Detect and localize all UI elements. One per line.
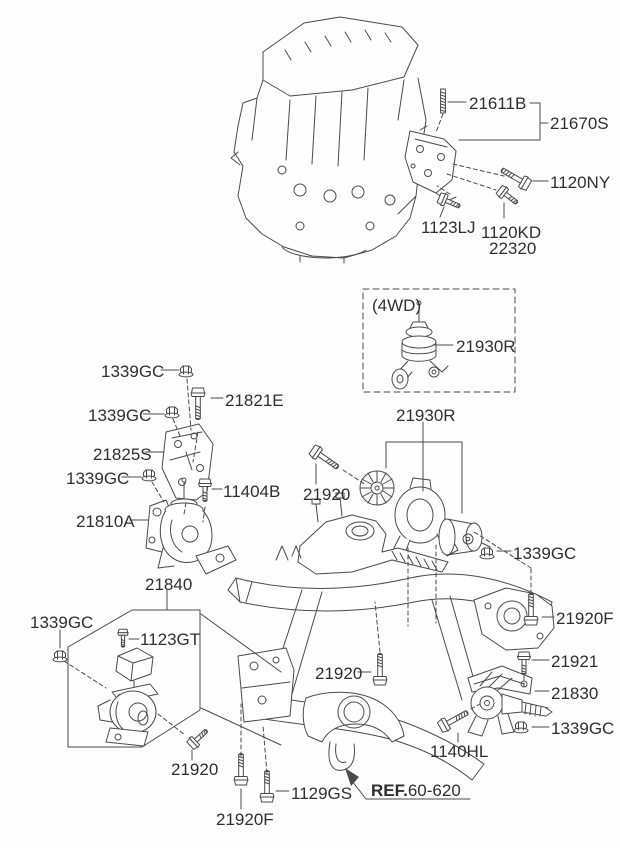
label-1129gs: 1129GS [291,784,353,803]
ref-code-text: 60-620 [407,781,461,800]
nut-1339gc-3 [142,470,156,481]
stud-21611b [441,89,446,113]
mount-21840-drawing [98,648,158,746]
label-21810a: 21810A [76,512,135,531]
label-4wd-note: (4WD) [372,296,422,315]
label-1120kd: 1120KD [481,223,542,242]
label-22320: 22320 [489,239,537,258]
bolt-1140hl [437,706,471,734]
bolt-21921 [518,652,531,675]
bolt-21920-rollrod [308,444,342,474]
nut-1339gc-2 [165,407,179,418]
bolt-1129gs [260,771,274,803]
label-21930r: 21930R [396,406,456,425]
bolt-21920-box [186,726,211,751]
label-21921: 21921 [551,652,599,671]
ref-bold-text: REF. [371,781,408,800]
label-1339gc-2: 1339GC [88,406,152,425]
bolt-21920f-bottom [234,754,248,786]
label-21821e: 21821E [225,391,284,410]
mount-21830-drawing [468,666,552,736]
label-21840: 21840 [145,575,193,594]
bolt-1120kd [495,184,521,208]
nut-1339gc-4 [480,548,494,559]
label-1339gc-4: 1339GC [513,544,577,563]
label-1339gc-5: 1339GC [30,613,94,632]
label-21611b: 21611B [469,94,527,113]
bolt-21920-center [373,654,387,686]
label-1123lj: 1123LJ [421,218,476,237]
nut-1339gc-6 [514,722,528,733]
nut-1339gc-1 [179,366,193,377]
label-21920f-bottom: 21920F [216,810,274,829]
bolt-21821e [191,388,205,420]
label-1339gc-3: 1339GC [66,469,130,488]
label-21670s: 21670S [550,114,609,133]
engine-drawing [231,17,427,263]
label-21920-box: 21920 [171,760,219,779]
label-1123gt: 1123GT [140,630,201,649]
subframe-crossmember-drawing [201,493,554,780]
label-1339gc-6: 1339GC [551,719,615,738]
label-ref-60-620 [371,782,461,799]
label-1339gc-1: 1339GC [101,362,165,381]
label-1140hl: 1140HL [430,742,489,761]
label-21825s: 21825S [93,445,152,464]
bolt-1123lj [437,192,463,213]
label-21930r-4wd: 21930R [456,337,516,356]
nut-1339gc-5 [53,651,67,662]
label-21920-center: 21920 [315,664,363,683]
bolt-1123gt [118,629,128,647]
label-11404b: 11404B [223,482,281,501]
label-21920-rollrod: 21920 [303,485,351,504]
label-21920f-right: 21920F [556,609,614,628]
bracket-21670s-drawing [405,131,456,201]
label-21830: 21830 [551,684,599,703]
label-1120ny: 1120NY [550,173,611,192]
